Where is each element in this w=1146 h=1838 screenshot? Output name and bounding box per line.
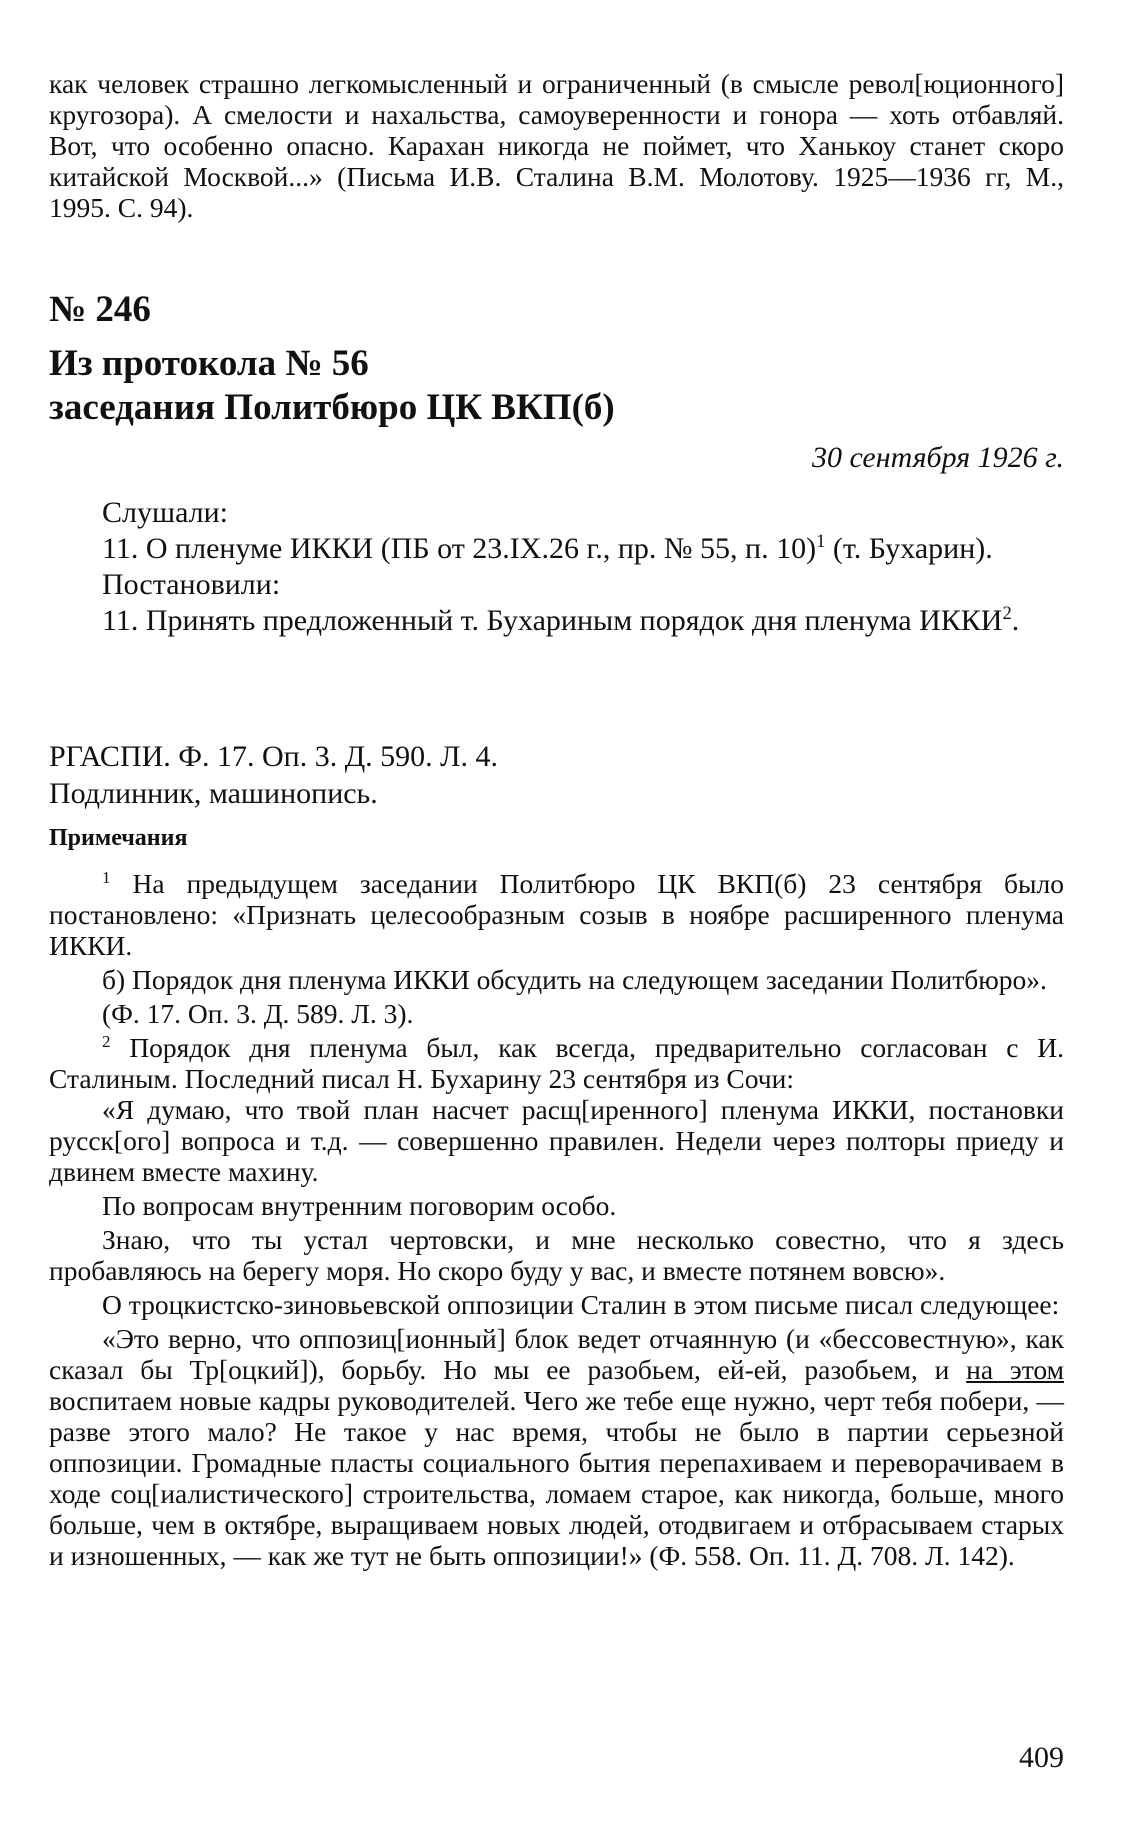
notes-section xyxy=(49,868,1064,1571)
note-2-text: Порядок дня пленума был, как всегда, предварительно согласован с И. Сталиным. Последний писал Н. Бухарину 23 сентября из Сочи: xyxy=(49,1032,1064,1094)
decided-label: Постановили: xyxy=(102,568,281,601)
note-1-ref: (Ф. 17. Оп. 3. Д. 589. Л. 3). xyxy=(102,998,414,1029)
footnote-ref-1: 1 xyxy=(816,531,826,552)
document-date: 30 сентября 1926 г. xyxy=(811,441,1064,474)
title-line-1: Из протокола № 56 xyxy=(49,343,369,384)
document-title xyxy=(49,342,1064,430)
note-2-marker: 2 xyxy=(102,1031,111,1051)
note-2-quote-4-underlined: на этом xyxy=(966,1354,1064,1385)
note-2-text-2: О троцкистско-зиновьевской оппозиции Сталин в этом письме писал следующее: xyxy=(102,1289,1060,1320)
note-1-text: На предыдущем заседании Политбюро ЦК ВКП(б) 23 сентября было постановлено: «Признать целесообразным созыв в ноябре расширенного пленума ИККИ. xyxy=(49,868,1064,961)
document-number: № 246 xyxy=(49,289,151,330)
note-2-quote-4-b: воспитаем новые кадры руководителей. Чего же тебе еще нужно, черт тебя побери, — разве этого мало? Не такое у нас время, чтобы не было в партии серьезной оппозиции. Громадные пласты социального бытия перепахиваем и переворачиваем в ходе соц[иалистического] строительства, ломаем старое, как никогда, больше, много больше, чем в октябре, выращиваем новых людей, отодвигаем и отбрасываем старых и изношенных, — как же тут не быть оппозиции!» (Ф. 558. Оп. 11. Д. 708. Л. 142). xyxy=(49,1385,1064,1571)
note-2-quote-3: Знаю, что ты устал чертовски, и мне несколько совестно, что я здесь пробавляюсь на берегу моря. Но скоро буду у вас, и вместе потянем вовсю». xyxy=(49,1224,1064,1286)
note-2-quote-1: «Я думаю, что твой план насчет расщ[иренного] пленума ИККИ, постановки русск[ого] вопроса и т.д. — совершенно правилен. Недели через полторы приеду и двинем вместе махину. xyxy=(49,1094,1064,1187)
note-2-quote-2: По вопросам внутренним поговорим особо. xyxy=(102,1190,617,1221)
note-1-marker: 1 xyxy=(102,867,111,887)
footnote-ref-2: 2 xyxy=(1002,603,1012,624)
heard-item xyxy=(49,531,1064,567)
protocol-body xyxy=(49,495,1064,639)
archive-info xyxy=(49,738,1064,812)
title-line-2: заседания Политбюро ЦК ВКП(б) xyxy=(49,387,615,428)
notes-heading: Примечания xyxy=(49,825,188,851)
page-number: 409 xyxy=(1019,1741,1064,1774)
note-1 xyxy=(49,868,1064,961)
intro-paragraph: как человек страшно легкомысленный и ограниченный (в смысле револ[юционного] кругозора). А смелости и нахальства, самоуверенности и гонора — хоть отбавляй. Вот, что особенно опасно. Карахан никогда не поймет, что Ханькоу станет скоро китайской Москвой...» (Письма И.В. Сталина В.М. Молотову. 1925—1936 гг, М., 1995. С. 94). xyxy=(49,68,1064,223)
note-2-quote-4 xyxy=(49,1323,1064,1571)
note-2-quote-4-a: «Это верно, что оппозиц[ионный] блок ведет отчаянную (и «бессовестную», как сказал бы Тр[оцкий]), борьбу. Но мы ее разобьем, ей-ей, разобьем, и xyxy=(49,1323,1064,1385)
heard-speaker: (т. Бухарин). xyxy=(832,532,993,565)
decided-item-end: . xyxy=(1011,604,1020,637)
note-2 xyxy=(49,1032,1064,1094)
decided-item xyxy=(49,603,1064,639)
heard-label: Слушали: xyxy=(102,496,229,529)
note-1-b: б) Порядок дня пленума ИККИ обсудить на следующем заседании Политбюро». xyxy=(102,964,1047,995)
archive-reference: РГАСПИ. Ф. 17. Оп. 3. Д. 590. Л. 4. xyxy=(49,740,499,773)
decided-item-text: 11. Принять предложенный т. Бухариным порядок дня пленума ИККИ xyxy=(102,604,1003,637)
heard-item-text: 11. О пленуме ИККИ (ПБ от 23.IX.26 г., пр. № 55, п. 10) xyxy=(102,532,817,565)
archive-type: Подлинник, машинопись. xyxy=(49,777,378,810)
